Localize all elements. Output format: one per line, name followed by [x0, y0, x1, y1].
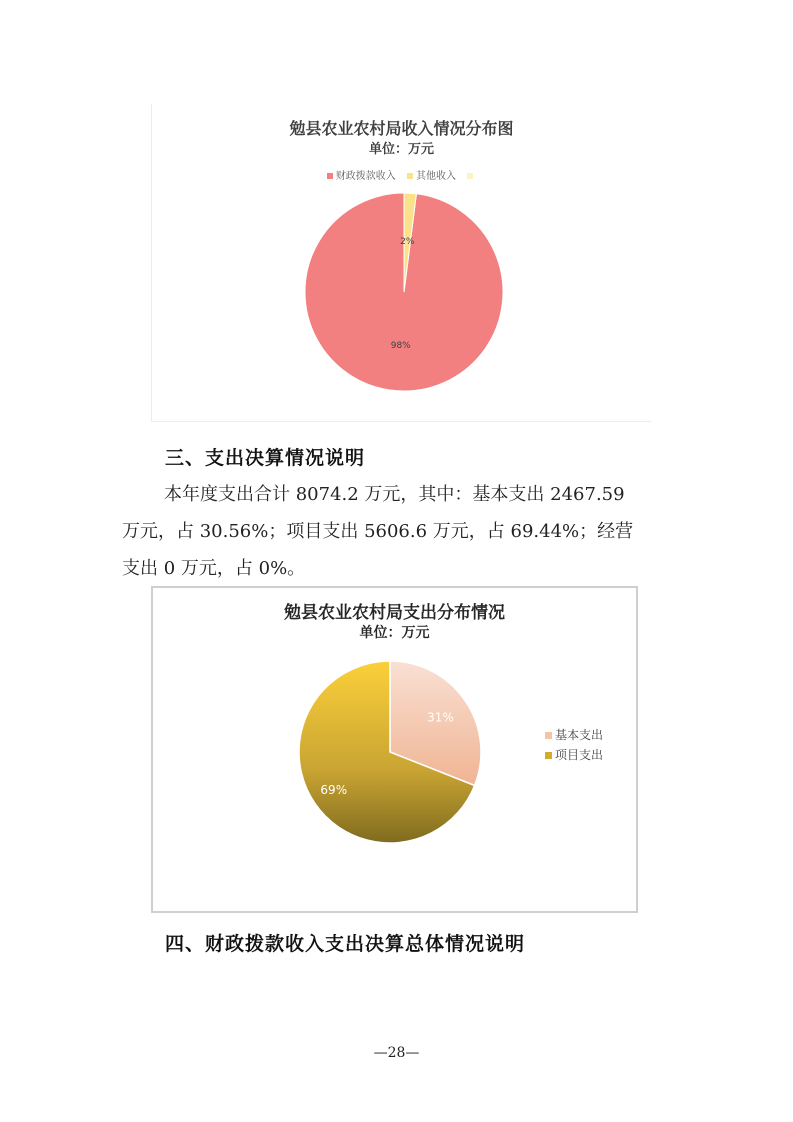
- chart-legend: [545, 725, 603, 765]
- section-heading: 三、支出决算情况说明: [165, 447, 366, 469]
- chart-title: 勉县农业农村局收入情况分布图: [289, 119, 514, 138]
- legend-swatch: [545, 732, 552, 739]
- chart-subtitle: 单位：万元: [359, 625, 430, 641]
- data-label: 31%: [427, 710, 454, 725]
- body-paragraph: [122, 476, 692, 587]
- legend-label: 其他收入: [416, 171, 456, 182]
- data-label: 2%: [400, 237, 415, 248]
- paragraph-line: 万元，占 30.56%；项目支出 5606.6 万元，占 69.44%；经营: [122, 521, 634, 542]
- legend-label: 基本支出: [555, 728, 604, 742]
- legend-swatch: [545, 752, 552, 759]
- data-label: 69%: [320, 783, 348, 798]
- income-pie-chart: [151, 104, 651, 422]
- data-label: 98%: [390, 340, 411, 351]
- chart-subtitle: 单位：万元: [368, 142, 434, 157]
- paragraph-line: 支出 0 万元，占 0%。: [122, 558, 306, 579]
- legend-item: [545, 725, 603, 745]
- legend-label: 项目支出: [555, 748, 604, 762]
- page-number: —28—: [373, 1045, 420, 1061]
- paragraph-line: 本年度支出合计 8074.2 万元，其中：基本支出 2467.59: [164, 484, 625, 505]
- legend-item: [545, 745, 603, 765]
- expenditure-pie-chart: [151, 586, 638, 913]
- section-heading: 四、财政拨款收入支出决算总体情况说明: [165, 933, 526, 955]
- pie-plot: [152, 104, 652, 422]
- legend-label: 财政拨款收入: [335, 171, 396, 182]
- chart-title: 勉县农业农村局支出分布情况: [284, 603, 505, 623]
